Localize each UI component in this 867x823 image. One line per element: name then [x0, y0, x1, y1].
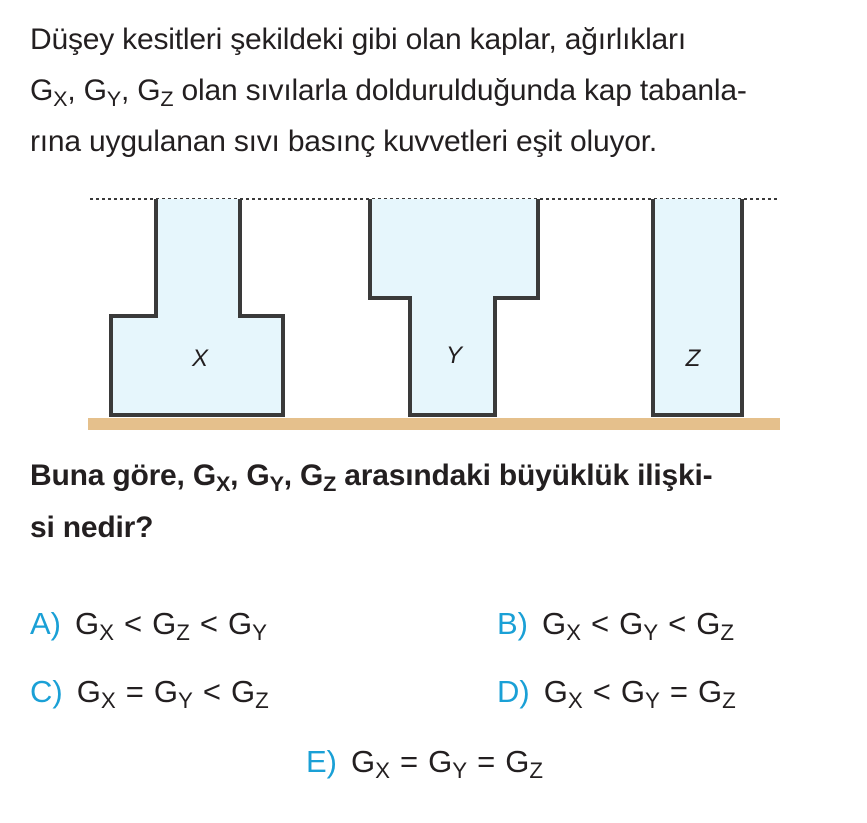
- ground-surface: [88, 418, 780, 430]
- container-y: [370, 199, 538, 415]
- option-a-letter: A): [30, 606, 61, 641]
- question-line-3: rına uygulanan sıvı basınç kuvvetleri eşit oluyor.: [30, 125, 658, 158]
- option-e-letter: E): [306, 744, 337, 779]
- option-b[interactable]: B) $G_X < G_Y < G_Z$: [497, 606, 735, 646]
- option-c[interactable]: C) $G_X = G_Y < G_Z$: [30, 674, 269, 714]
- label-x: X: [191, 345, 209, 372]
- question-text: [30, 14, 850, 167]
- option-e[interactable]: E) $G_X = G_Y = G_Z$: [306, 744, 544, 784]
- label-y: Y: [445, 342, 463, 369]
- question-line-2: $G_X$, $G_Y$, $G_Z$ olan sıvılarla doldurulduğunda kap tabanla-: [30, 74, 747, 112]
- prompt-line-2: si nedir?: [30, 511, 154, 544]
- option-a[interactable]: A) $G_X < G_Z < G_Y$: [30, 606, 268, 646]
- option-d-letter: D): [497, 674, 530, 709]
- option-d[interactable]: D) $G_X < G_Y = G_Z$: [497, 674, 736, 714]
- prompt-line-1: Buna göre, $G_X$, $G_Y$, $G_Z$ arasındaki büyüklük ilişki-: [30, 459, 713, 497]
- containers-figure: [0, 180, 867, 440]
- container-x: [111, 199, 283, 415]
- option-b-letter: B): [497, 606, 528, 641]
- label-z: Z: [685, 345, 701, 372]
- option-c-letter: C): [30, 674, 63, 709]
- question-line-1: Düşey kesitleri şekildeki gibi olan kaplar, ağırlıkları: [30, 23, 686, 56]
- prompt-text: [30, 450, 860, 554]
- container-z: [653, 199, 742, 415]
